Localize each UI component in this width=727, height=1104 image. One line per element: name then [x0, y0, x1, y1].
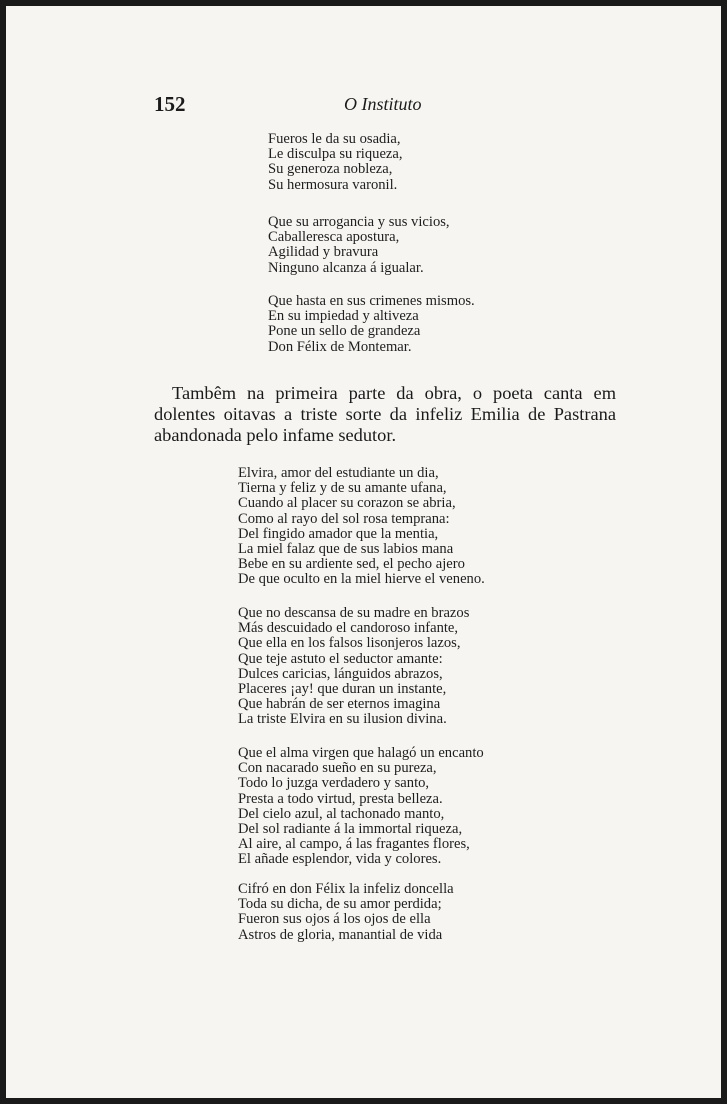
- verse-line: El añade esplendor, vida y colores.: [238, 851, 442, 868]
- top-stanza-2: [268, 215, 450, 276]
- verse-line: Tierna y feliz y de su amante ufana,: [238, 480, 447, 497]
- verse-line: La triste Elvira en su ilusion divina.: [238, 711, 447, 728]
- octave-stanza-1: [238, 466, 485, 588]
- verse-line: En su impiedad y altiveza: [268, 308, 419, 325]
- verse-line: Su hermosura varonil.: [268, 176, 398, 193]
- verse-line: Del fingido amador que la mentia,: [238, 525, 439, 542]
- octave-stanza-3: [238, 746, 484, 868]
- verse-line: Caballeresca apostura,: [268, 229, 400, 246]
- verse-line: Su generoza nobleza,: [268, 161, 393, 178]
- verse-line: Presta a todo virtud, presta belleza.: [238, 790, 443, 807]
- verse-line: Bebe en su ardiente sed, el pecho ajero: [238, 556, 465, 573]
- verse-line: Fueron sus ojos á los ojos de ella: [238, 911, 431, 928]
- verse-line: Que ella en los falsos lisonjeros lazos,: [238, 635, 461, 652]
- verse-line: Don Félix de Montemar.: [268, 338, 412, 355]
- verse-line: Pone un sello de grandeza: [268, 323, 421, 340]
- verse-line: Que hasta en sus crimenes mismos.: [268, 293, 475, 309]
- verse-line: Más descuidado el candoroso infante,: [238, 620, 459, 637]
- prose-line: abandonada pelo infame sedutor.: [154, 425, 397, 445]
- prose-paragraph: [154, 383, 616, 446]
- verse-line: Dulces caricias, lánguidos abrazos,: [238, 665, 443, 682]
- verse-line: Cifró en don Félix la infeliz doncella: [238, 881, 454, 897]
- verse-line: Del sol radiante á la immortal riqueza,: [238, 821, 463, 838]
- book-page: [6, 6, 721, 1098]
- octave-stanza-2: [238, 606, 469, 728]
- verse-line: Del cielo azul, al tachonado manto,: [238, 805, 445, 822]
- verse-line: Todo lo juzga verdadero y santo,: [238, 775, 430, 792]
- verse-line: La miel falaz que de sus labios mana: [238, 541, 454, 558]
- page-header: [154, 92, 594, 122]
- top-stanza-3: [268, 294, 475, 355]
- verse-line: Placeres ¡ay! que duran un instante,: [238, 681, 447, 698]
- verse-line: Con nacarado sueño en su pureza,: [238, 760, 437, 777]
- verse-line: Le disculpa su riqueza,: [268, 146, 403, 163]
- verse-line: De que oculto en la miel hierve el veneno.: [238, 571, 485, 588]
- verse-line: Al aire, al campo, á las fragantes flores,: [238, 836, 470, 853]
- prose-line: dolentes oitavas a triste sorte da infeliz Emilia de Pastrana: [154, 404, 616, 424]
- verse-line: Elvira, amor del estudiante un dia,: [238, 465, 439, 481]
- verse-line: Astros de gloria, manantial de vida: [238, 926, 443, 943]
- top-stanza-1: [268, 132, 403, 193]
- octave-stanza-4: [238, 882, 454, 943]
- verse-line: Ninguno alcanza á igualar.: [268, 259, 424, 276]
- verse-line: Toda su dicha, de su amor perdida;: [238, 896, 442, 913]
- verse-line: Cuando al placer su corazon se abria,: [238, 495, 456, 512]
- verse-line: Que teje astuto el seductor amante:: [238, 650, 443, 667]
- verse-line: Que su arrogancia y sus vicios,: [268, 214, 450, 230]
- prose-line: Tambêm na primeira parte da obra, o poeta canta em: [172, 383, 616, 403]
- verse-line: Que el alma virgen que halagó un encanto: [238, 745, 484, 761]
- verse-line: Fueros le da su osadia,: [268, 131, 401, 147]
- verse-line: Como al rayo del sol rosa temprana:: [238, 510, 450, 527]
- verse-line: Que habrán de ser eternos imagina: [238, 696, 441, 713]
- page-number: 152: [154, 92, 186, 116]
- verse-line: Agilidad y bravura: [268, 244, 379, 261]
- running-title: O Instituto: [344, 94, 422, 114]
- verse-line: Que no descansa de su madre en brazos: [238, 605, 470, 621]
